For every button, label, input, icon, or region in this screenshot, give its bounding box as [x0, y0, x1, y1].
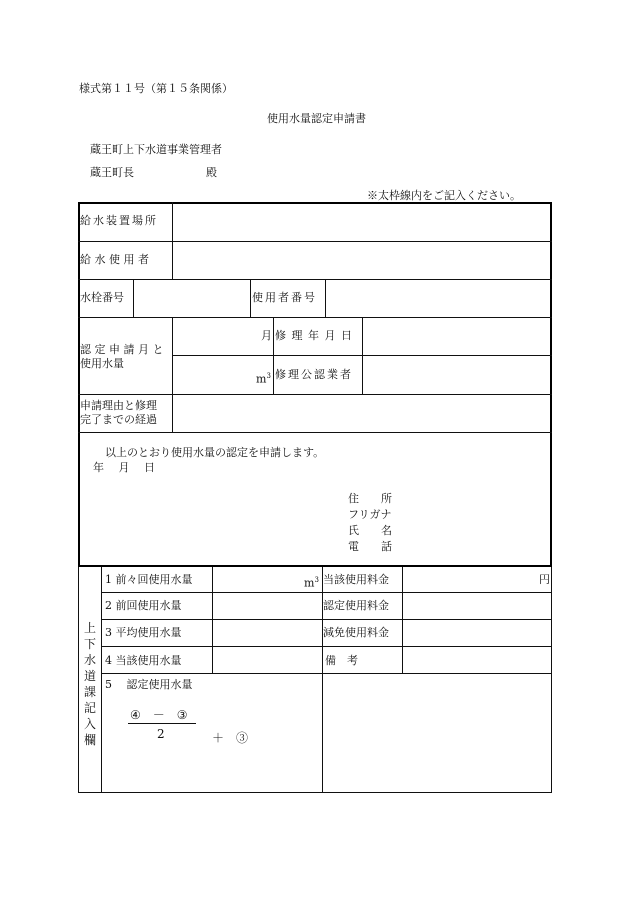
repair-date-field[interactable] [363, 318, 549, 355]
supply-user-label: 給 水 使 用 者 [80, 253, 149, 266]
page-title: 使用水量認定申請書 [267, 112, 366, 125]
user-number-field[interactable] [326, 280, 549, 317]
formula-numerator: ④ － ③ [130, 708, 188, 722]
cert-month-field[interactable] [173, 318, 272, 355]
supply-location-field[interactable] [173, 203, 549, 240]
row1-fee-field[interactable] [403, 568, 550, 592]
office-side-label: 上下水道課記入欄 [84, 621, 97, 747]
contractor-field[interactable] [363, 356, 549, 393]
meter-number-field[interactable] [134, 280, 249, 317]
user-number-label: 使用者番号 [252, 291, 317, 304]
formula-denominator: 2 [157, 727, 165, 741]
row2-volume-field[interactable] [213, 593, 321, 619]
row1-label: 1 前々回使用水量 [105, 573, 193, 586]
addressee-2: 蔵王町長 [90, 166, 134, 179]
remarks-field[interactable] [403, 647, 550, 673]
contractor-label: 修理公認業者 [275, 368, 353, 381]
application-date: 年 月 日 [93, 461, 155, 474]
row3-volume-field[interactable] [213, 620, 321, 646]
instruction-note: ※太枠線内をご記入ください。 [367, 189, 521, 202]
row3-fee-field[interactable] [403, 620, 550, 646]
row5-label: 5 認定使用水量 [105, 678, 193, 691]
row2-fee-field[interactable] [403, 593, 550, 619]
row3-label: 3 平均使用水量 [105, 626, 182, 639]
row4-volume-field[interactable] [213, 647, 321, 673]
name-label: 氏 名 [348, 524, 392, 537]
row5-notes-field[interactable] [323, 674, 550, 791]
row2-fee-label: 認定使用料金 [323, 599, 389, 612]
yen-unit: 円 [539, 573, 550, 586]
declaration-text: 以上のとおり使用水量の認定を申請します。 [105, 446, 325, 459]
row2-label: 2 前回使用水量 [105, 599, 182, 612]
remarks-label: 備 考 [325, 654, 358, 667]
formula-plus-term: ＋ ③ [212, 731, 249, 745]
cert-month-label: 認 定 申 請 月 と 使用水量 [80, 343, 164, 370]
meter-number-label: 水栓番号 [80, 291, 124, 304]
row1-fee-label: 当該使用料金 [323, 573, 389, 586]
furigana-label: フリガナ [348, 508, 392, 521]
reason-label: 申請理由と修理 完了までの経過 [80, 399, 157, 426]
m3-unit-1: $m^3$ [256, 372, 271, 386]
row4-label: 4 当該使用水量 [105, 654, 182, 667]
repair-date-label: 修 理 年 月 日 [275, 329, 353, 342]
formula-fraction-bar [128, 723, 196, 724]
supply-location-label: 給水装置場所 [80, 214, 158, 227]
form-number: 様式第１１号（第１５条関係） [79, 82, 233, 95]
reason-field[interactable] [173, 395, 549, 432]
phone-label: 電 話 [348, 540, 392, 553]
address-label: 住 所 [348, 492, 392, 505]
month-unit: 月 [261, 329, 272, 342]
row3-fee-label: 減免使用料金 [323, 626, 389, 639]
addressee-1: 蔵王町上下水道事業管理者 [90, 143, 222, 156]
supply-user-field[interactable] [173, 242, 549, 279]
m3-unit-2: $m^3$ [304, 576, 319, 590]
honorific: 殿 [206, 166, 217, 179]
